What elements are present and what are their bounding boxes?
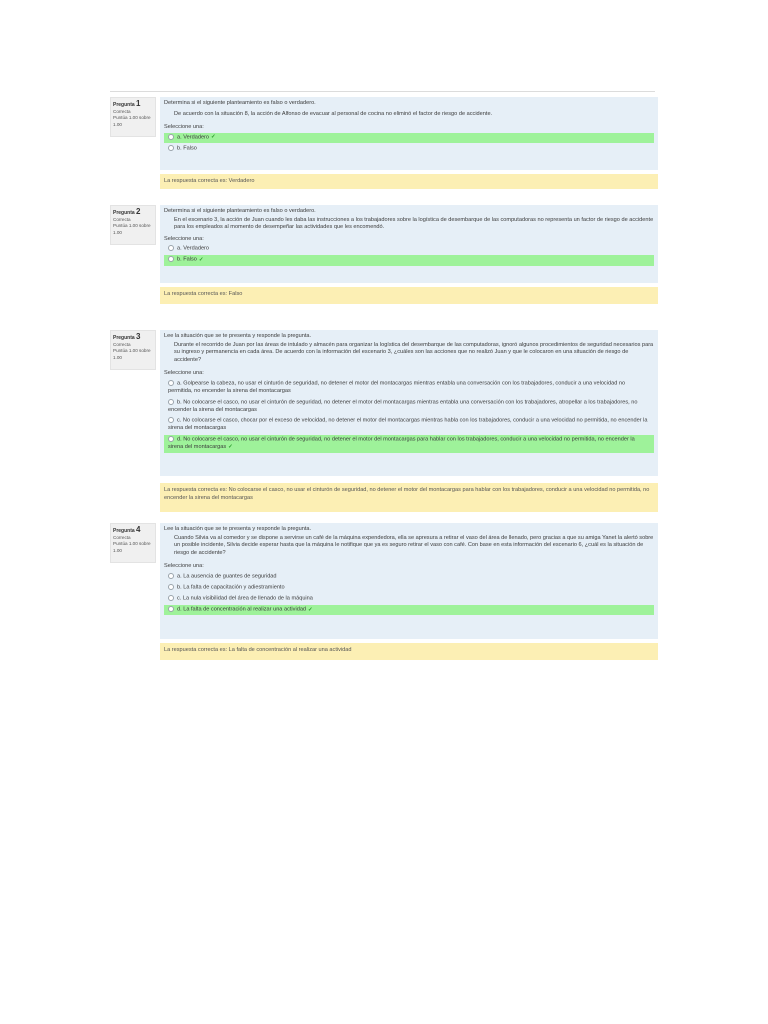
question-status: Correcta <box>113 216 131 222</box>
select-label: Seleccione una: <box>164 563 204 570</box>
question-prompt: Lee la situación que se te presenta y responde la pregunta. <box>164 333 312 339</box>
question-prompt: Lee la situación que se te presenta y responde la pregunta. <box>164 526 312 532</box>
radio-icon[interactable] <box>168 573 174 579</box>
check-icon: ✓ <box>228 444 233 451</box>
radio-icon[interactable] <box>168 399 174 405</box>
option-b[interactable] <box>164 144 654 154</box>
option-label: a. Verdadero <box>177 245 210 252</box>
option-label: a. Golpearse la cabeza, no usar el cinturón de seguridad, no detener el motor del montacargas mientras entabla una conversación con los trabajadores, conducir a una velocidad no permitida, no encender la sirena del montacargas <box>168 380 626 395</box>
radio-icon[interactable] <box>168 417 174 423</box>
option-label: c. La nula visibilidad del área de llenado de la máquina <box>177 595 313 602</box>
question-info <box>110 523 156 563</box>
check-icon: ✓ <box>211 134 216 141</box>
option-d[interactable] <box>164 605 654 615</box>
option-b[interactable] <box>164 255 654 265</box>
radio-icon[interactable] <box>168 436 174 442</box>
question-score: Puntúa 1.00 sobre 1.00 <box>113 115 151 127</box>
question-content <box>160 97 658 170</box>
question-label: Pregunta <box>113 210 135 216</box>
radio-icon[interactable] <box>168 245 174 251</box>
question-text: En el escenario 3, la acción de Juan cuando les daba las instrucciones a los trabajadores sobre la logística de desembarque de las computadoras no representa un factor de riesgo de accidente para los empleados al momento de desempeñar las actividades que les encomendó. <box>174 216 654 231</box>
question-score: Puntúa 1.00 sobre 1.00 <box>113 541 151 553</box>
option-c[interactable] <box>164 416 654 434</box>
select-label: Seleccione una: <box>164 235 204 242</box>
question-label: Pregunta <box>113 528 135 534</box>
question-content <box>160 523 658 639</box>
check-icon: ✓ <box>198 256 204 263</box>
question-content <box>160 330 658 476</box>
option-a[interactable] <box>164 572 654 582</box>
question-label: Pregunta <box>113 102 135 108</box>
radio-icon[interactable] <box>168 145 174 151</box>
radio-icon[interactable] <box>168 595 174 601</box>
check-icon: ✓ <box>308 606 313 613</box>
top-divider <box>110 91 655 92</box>
question-text: Durante el recorrido de Juan por las áreas de intulado y almacén para organizar la logística del desembarque de las computadoras, ignoró algunos procedimientos de seguridad necesarios para su ingreso y permanencia en cada área. De acuerdo con la información del escenario 3, ¿cuáles son las acciones que no realizó Juan y que le colocaron en una situación de riesgo de accidente? <box>174 341 654 363</box>
correct-answer-feedback: La respuesta correcta es: Falso <box>160 287 658 304</box>
option-label: b. La falta de capacitación y adiestramiento <box>177 584 285 591</box>
question-number: 3 <box>135 332 141 341</box>
option-label: b. Falso <box>177 256 197 263</box>
question-number: 4 <box>135 525 141 534</box>
correct-answer-feedback: La respuesta correcta es: La falta de concentración al realizar una actividad <box>160 643 658 660</box>
option-b[interactable] <box>164 398 654 416</box>
question-status: Correcta <box>113 534 131 540</box>
option-c[interactable] <box>164 594 654 604</box>
radio-icon[interactable] <box>168 606 174 612</box>
option-a[interactable] <box>164 133 654 143</box>
option-label: d. La falta de concentración al realizar una actividad <box>177 606 307 613</box>
option-d[interactable] <box>164 435 654 453</box>
question-status: Correcta <box>113 108 131 114</box>
question-info <box>110 205 156 245</box>
question-score: Puntúa 1.00 sobre 1.00 <box>113 348 151 360</box>
radio-icon[interactable] <box>168 584 174 590</box>
question-number: 1 <box>135 99 141 108</box>
option-a[interactable] <box>164 244 654 254</box>
option-label: a. Verdadero <box>177 134 210 141</box>
question-info <box>110 330 156 370</box>
radio-icon[interactable] <box>168 256 174 262</box>
question-info <box>110 97 156 137</box>
question-prompt: Determina si el siguiente planteamiento es falso o verdadero. <box>164 100 316 106</box>
select-label: Seleccione una: <box>164 370 204 377</box>
select-label: Seleccione una: <box>164 124 204 131</box>
option-label: c. No colocarse el casco, chocar por el exceso de velocidad, no detener el motor del montacargas mientras habla con los trabajadores, conducir a una velocidad no permitida, no encender la sirena del montacargas <box>168 417 648 432</box>
question-prompt: Determina si el siguiente planteamiento es falso o verdadero. <box>164 208 316 214</box>
radio-icon[interactable] <box>168 134 174 140</box>
question-content <box>160 205 658 283</box>
question-status: Correcta <box>113 341 131 347</box>
option-label: a. La ausencia de guantes de seguridad <box>177 573 277 580</box>
option-label: b. Falso <box>177 145 197 152</box>
question-text: De acuerdo con la situación 8, la acción de Alfonso de evacuar al personal de cocina no eliminó el factor de riesgo de accidente. <box>174 110 493 117</box>
radio-icon[interactable] <box>168 380 174 386</box>
option-label: b. No colocarse el casco, no usar el cinturón de seguridad, no detener el motor del montacargas mientras entabla una conversación con los trabajadores, atropellar a los trabajadores, no encender la sirena del montacargas <box>168 399 638 413</box>
option-b[interactable] <box>164 583 654 593</box>
question-text: Cuando Silvia va al comedor y se dispone a servirse un café de la máquina expendedora, ella se apresura a retirar el vaso del área de llenado, pero gracias a que su amiga Yanet la alertó sobre un posible incidente, Silvia decide esperar hasta que la máquina le notifique que ya es seguro retirar el vaso con café. Con base en esta información del escenario 6, ¿cuál es la situación de riesgo de accidente? <box>174 534 654 556</box>
question-score: Puntúa 1.00 sobre 1.00 <box>113 223 151 235</box>
correct-answer-feedback: La respuesta correcta es: Verdadero <box>160 174 658 189</box>
question-label: Pregunta <box>113 335 135 341</box>
question-number: 2 <box>135 207 141 216</box>
option-label: d. No colocarse el casco, no usar el cinturón de seguridad, no detener el motor del montacargas para hablar con los trabajadores, conducir a una velocidad no permitida, no encender la sirena del montacargas <box>168 436 635 451</box>
correct-answer-feedback: La respuesta correcta es: No colocarse el casco, no usar el cinturón de seguridad, no detener el motor del montacargas para hablar con los trabajadores, conducir a una velocidad no permitida, no encender la sirena del montacargas <box>160 483 658 512</box>
option-a[interactable] <box>164 379 654 397</box>
